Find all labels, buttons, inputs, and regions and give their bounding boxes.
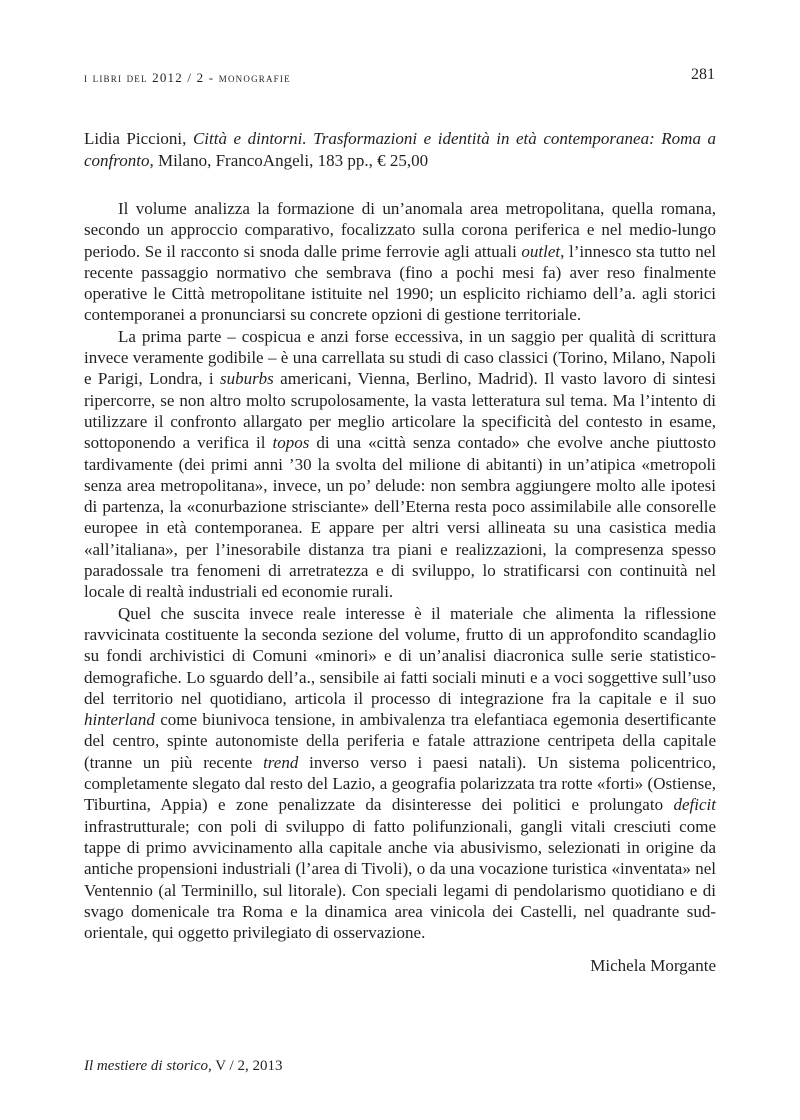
italic-term: topos [272,433,310,453]
citation-author: Lidia Piccioni, [84,129,187,148]
paragraph-text: Il volume analizza la formazione di un’anomala area metropolitana, quella romana, secondo un approccio comparativo, focalizzato sulla corona periferica e nel medio-lungo periodo. Se il racconto si snoda dalle prime ferrovie agli attuali [84,199,716,261]
book-citation [84,128,716,171]
paragraph-text: inverso verso i paesi natali). Un sistema policentrico, completamente slegato dal resto del Lazio, a geografia polarizzata tra rotte «forti» (Ostiense, Tiburtina, Appia) e zone penalizzate da disinteresse dei politici e prolungato [84,752,716,815]
italic-term: hinterland [84,710,155,730]
citation-title: Città e dintorni. Trasformazioni e identità in età contemporanea: Roma a confronto, [84,129,716,170]
paragraph-text: americani, Vienna, Berlino, Madrid). Il vasto lavoro di sintesi ripercorre, se non altro molto scrupolosamente, la vasta letteratura sul tema. Ma l’intento di utilizzare il confronto allargato per meglio articolare la specificità del contesto in esame, sottoponendo a verifica il [84,369,716,453]
italic-term: suburbs [219,369,274,389]
paragraph-text: come biunivoca tensione, in ambivalenza tra elefantiaca egemonia desertificante del centro, spinte autonomiste della periferia e fatale attrazione centripeta della capitale (tranne un più recente [84,710,716,772]
page-number: 281 [691,66,715,83]
paragraph-text: Quel che suscita invece reale interesse è il materiale che alimenta la riflessione ravvicinata costituente la seconda sezione del volume, frutto di un approfondito scandaglio su fondi archivistici di Comuni «minori» e di un’analisi diacronica sulle serie statistico-demografiche. Lo sguardo dell’a., sensibile ai fatti sociali minuti e a voci soggettive sull’uso del territorio nel quotidiano, articola il processo di integrazione fra la capitale e il suo [84,603,716,708]
italic-term: trend [263,752,299,772]
running-header: i libri del 2012 / 2 - monografie [84,70,291,85]
paragraph-text: di una «città senza contado» che evolve anche piuttosto tardivamente (dei primi anni ’30 la svolta del milione di abitanti) in un’atipica «metropoli senza area metropolitana», invece, un po’ delude: non sembra aggiungere molto alle ipotesi di partenza, la «conurbazione strisciante» dell’Eterna resta poco assimilabile alle consorelle europee in età contemporanea. E appare per altri versi allineata su una casistica media «all’italiana», per l’inesorabile distanza tra piani e realizzazioni, la compresenza spesso paradossale tra fenomeni di arretratezza e di sviluppo, lo stratificarsi con continuità nel locale di realtà industriali ed economie rurali. [84,433,716,602]
body-paragraph [84,198,716,326]
paragraph-text: , l’innesco sta tutto nel recente passaggio normativo che sembrava (fino a pochi mesi fa) aver reso finalmente operative le Città metropolitane istituite nel 1990; un esplicito richiamo dell’a. agli storici contemporanei a pronunciarsi su concrete opzioni di gestione territoriale. [84,241,717,325]
body-paragraph [84,326,716,603]
paragraph-text: infrastrutturale; con poli di sviluppo di fatto polifunzionali, gangli vitali cresciuti come tappe di primo avvicinamento alla capitale anche via abusivismo, selezionati in origine da antiche propensioni industriali (l’area di Tivoli), o da una vocazione turistica «inventata» nel Ventennio (al Terminillo, sul litorale). Con speciali legami di pendolarismo quotidiano e di svago domenicale tra Roma e la dinamica area vinicola dei Castelli, nel quadrante sud-orientale, qui oggetto privilegiato di osservazione. [84,816,716,943]
review-body [84,198,716,943]
body-paragraph [84,603,716,944]
reviewer-signature: Michela Morgante [590,956,716,975]
italic-term: deficit [673,795,716,815]
journal-name: Il mestiere di storico, [84,1058,212,1074]
paragraph-text: La prima parte – cospicua e anzi forse eccessiva, in un saggio per qualità di scrittura invece veramente godibile – è una carrellata su studi di caso classici (Torino, Milano, Napoli e Parigi, Londra, i [84,326,716,389]
page-footer [84,1058,282,1075]
italic-term: outlet [521,241,561,261]
citation-publisher: Milano, FrancoAngeli, 183 pp., € 25,00 [157,150,429,170]
journal-issue: V / 2, 2013 [211,1058,283,1074]
